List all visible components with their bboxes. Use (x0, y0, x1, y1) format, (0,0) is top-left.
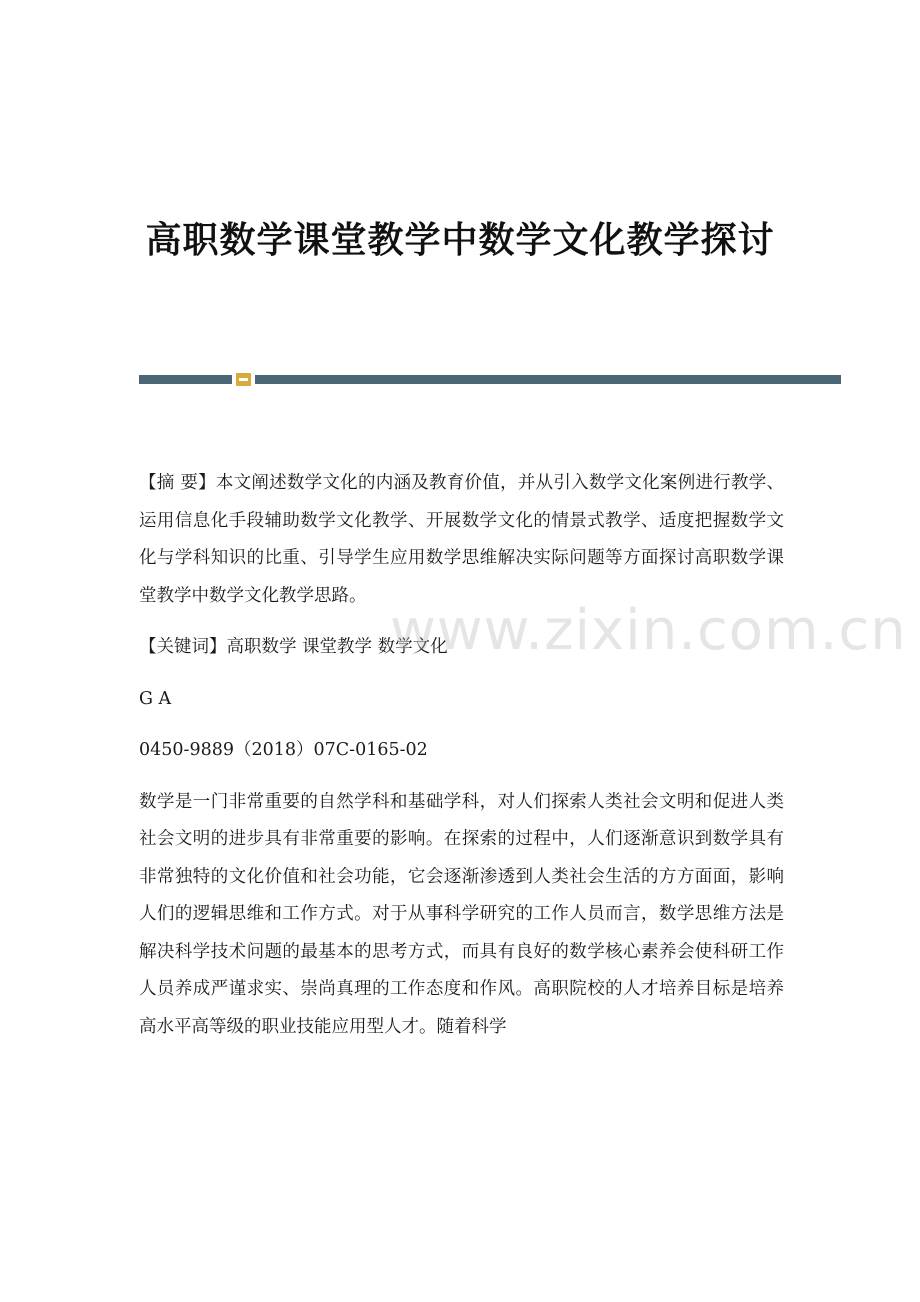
document-content (139, 465, 784, 1060)
abstract-text: 本文阐述数学文化的内涵及教育价值，并从引入数学文化案例进行教学、运用信息化手段辅助数学文化教学、开展数学文化的情景式教学、适度把握数学文化与学科知识的比重、引导学生应用数学思维解决实际问题等方面探讨高职数学课堂教学中数学文化教学思路。 (139, 473, 784, 606)
divider-right-segment (255, 375, 841, 384)
keywords-label: 【关键词】 (139, 637, 227, 657)
site-watermark: www.zixin.com.cn (390, 598, 907, 663)
divider-emblem-icon (236, 373, 251, 386)
divider-left-segment (139, 375, 232, 384)
document-title: 高职数学课堂教学中数学文化教学探讨 (145, 219, 775, 261)
body-paragraph: 数学是一门非常重要的自然学科和基础学科，对人们探索人类社会文明和促进人类社会文明的进步具有非常重要的影响。在探索的过程中，人们逐渐意识到数学具有非常独特的文化价值和社会功能，它会逐渐渗透到人类社会生活的方方面面，影响人们的逻辑思维和工作方式。对于从事科学研究的工作人员而言，数学思维方法是解决科学技术问题的最基本的思考方式，而具有良好的数学核心素养会使科研工作人员养成严谨求实、崇尚真理的工作态度和作风。高职院校的人才培养目标是培养高水平高等级的职业技能应用型人才。随着科学 (139, 791, 784, 1037)
abstract-paragraph (139, 465, 784, 615)
document-id: 0450-9889（2018）07C-0165-02 (139, 740, 428, 760)
abstract-label: 【摘 要】 (139, 473, 216, 493)
keywords-text: 高职数学 课堂教学 数学文化 (226, 637, 448, 657)
classification-code: G A (139, 688, 172, 709)
title-divider (139, 375, 841, 384)
